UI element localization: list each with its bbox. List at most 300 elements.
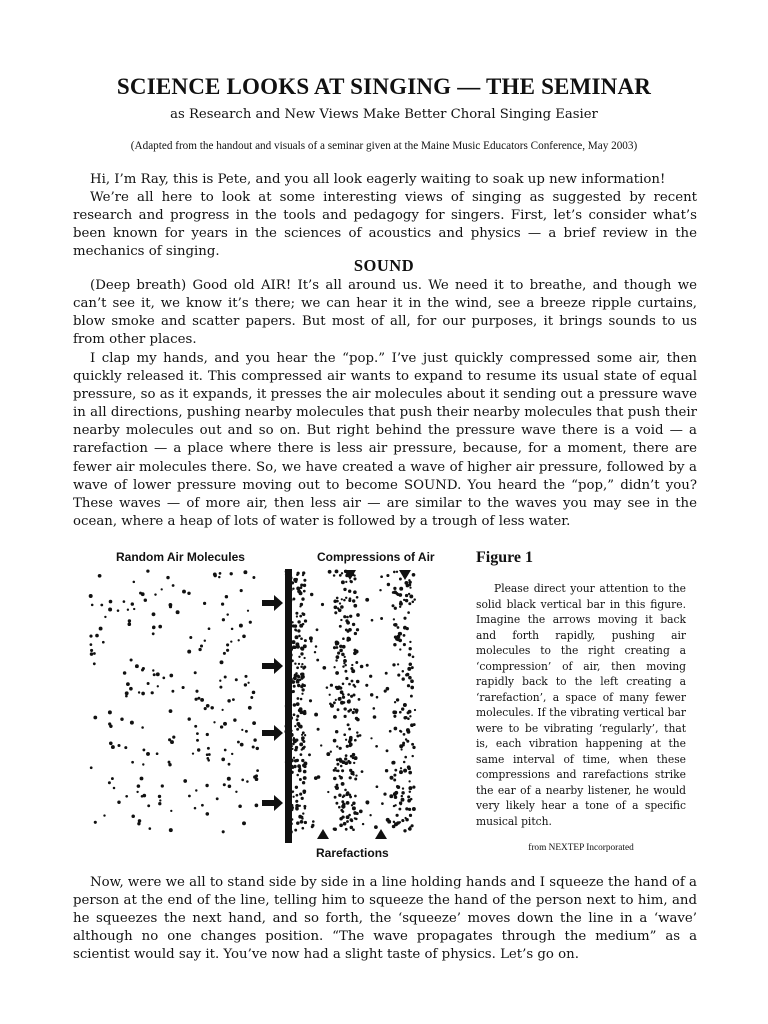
compressed-molecule-dot: [339, 602, 341, 604]
air-molecule-dot: [235, 791, 237, 793]
compressed-molecule-dot: [354, 756, 358, 760]
compressed-molecule-dot: [296, 574, 299, 577]
compressed-molecule-dot: [411, 824, 414, 827]
compressed-molecule-dot: [304, 734, 306, 736]
air-molecule-dot: [194, 671, 197, 674]
compressed-molecule-dot: [293, 739, 297, 743]
air-molecule-dot: [205, 784, 208, 787]
compressed-molecule-dot: [336, 597, 339, 600]
compressed-molecule-dot: [412, 746, 415, 749]
compressed-molecule-dot: [408, 808, 411, 811]
right-arrow-icon: [262, 595, 283, 611]
compressed-molecule-dot: [346, 791, 350, 795]
air-molecule-dot: [207, 747, 210, 750]
air-molecule-dot: [201, 804, 204, 807]
compressed-molecule-dot: [296, 774, 299, 777]
compressed-molecule-dot: [317, 775, 321, 779]
air-molecule-dot: [213, 721, 215, 723]
compressed-molecule-dot: [392, 604, 395, 607]
compressed-molecule-dot: [348, 590, 351, 593]
compressed-molecule-dot: [340, 605, 344, 609]
compressed-molecule-dot: [346, 815, 350, 819]
air-molecule-dot: [126, 682, 130, 686]
compressed-molecule-dot: [395, 637, 399, 641]
air-molecule-dot: [231, 628, 234, 631]
compressed-molecule-dot: [343, 794, 346, 797]
air-molecule-dot: [125, 795, 128, 798]
air-molecule-dot: [203, 602, 206, 605]
compressed-molecule-dot: [344, 707, 347, 710]
compressed-molecule-dot: [343, 659, 347, 663]
compressed-molecule-dot: [297, 684, 300, 687]
air-molecule-dot: [166, 576, 169, 579]
air-molecule-dot: [90, 766, 93, 769]
compressed-molecule-dot: [356, 613, 360, 617]
compressed-molecule-dot: [317, 728, 320, 731]
air-molecule-dot: [152, 626, 155, 629]
compressed-molecule-dot: [296, 645, 300, 649]
compressed-molecule-dot: [341, 815, 344, 818]
air-molecule-dot: [196, 739, 199, 742]
compressed-molecule-dot: [343, 701, 346, 704]
compressed-molecule-dot: [339, 649, 343, 653]
compressed-molecule-dot: [330, 684, 333, 687]
air-molecule-dot: [159, 799, 161, 801]
air-molecule-dot: [146, 752, 150, 756]
air-molecule-dot: [222, 618, 225, 621]
compressed-molecule-dot: [300, 637, 303, 640]
compressed-molecule-dot: [407, 667, 411, 671]
air-molecule-dot: [204, 707, 207, 710]
air-molecule-dot: [228, 763, 231, 766]
air-molecule-dot: [240, 743, 244, 747]
compressed-molecule-dot: [345, 739, 347, 741]
compressed-molecule-dot: [375, 745, 378, 748]
compressed-molecule-dot: [406, 728, 410, 732]
air-molecule-diagram: [88, 563, 428, 846]
air-molecule-dot: [195, 690, 198, 693]
air-molecule-dot: [149, 827, 152, 830]
compressed-molecule-dot: [297, 629, 300, 632]
right-arrow-icon: [262, 725, 283, 741]
compressed-molecule-dot: [303, 776, 307, 780]
air-molecule-dot: [224, 749, 227, 752]
compressed-molecule-dot: [412, 807, 416, 811]
air-molecule-dot: [168, 763, 171, 766]
compressed-molecule-dot: [296, 666, 299, 669]
air-molecule-dot: [136, 791, 138, 793]
compressed-molecule-dot: [314, 651, 316, 653]
compressed-molecule-dot: [400, 767, 402, 769]
compressed-molecule-dot: [414, 709, 416, 711]
compressed-molecule-dot: [393, 571, 396, 574]
intro-paragraph-1: Hi, I’m Ray, this is Pete, and you all look eagerly waiting to soak up new information!: [90, 172, 666, 187]
compressed-molecule-dot: [309, 636, 313, 640]
compressed-molecule-dot: [386, 574, 389, 577]
compressed-molecule-dot: [407, 611, 410, 614]
compressed-molecule-dot: [335, 730, 338, 733]
air-molecule-dot: [172, 584, 175, 587]
compressed-molecule-dot: [295, 746, 298, 749]
compressed-molecule-dot: [385, 672, 388, 675]
compressed-molecule-dot: [335, 659, 337, 661]
compressed-molecule-dot: [347, 700, 351, 704]
compressed-molecule-dot: [409, 790, 411, 792]
air-molecule-dot: [237, 741, 240, 744]
compressed-molecule-dot: [343, 822, 347, 826]
compressed-molecule-dot: [296, 821, 300, 825]
air-molecule-dot: [240, 589, 243, 592]
air-molecule-dot: [243, 570, 247, 574]
compressed-molecule-dot: [302, 747, 305, 750]
compressed-molecule-dot: [337, 652, 340, 655]
compressed-molecule-dot: [335, 671, 339, 675]
compressed-molecule-dot: [328, 570, 332, 574]
compressed-molecule-dot: [343, 662, 345, 664]
compressed-molecule-dot: [408, 653, 411, 656]
compressed-molecule-dot: [301, 647, 305, 651]
air-molecule-dot: [242, 821, 246, 825]
compressed-molecule-dot: [407, 684, 410, 687]
compressed-molecule-dot: [339, 687, 342, 690]
compressed-molecule-dot: [330, 751, 332, 753]
compressed-molecule-dot: [358, 698, 361, 701]
compressed-molecule-dot: [393, 643, 396, 646]
air-molecule-dot: [223, 652, 226, 655]
vibrating-vertical-bar: [285, 569, 292, 843]
figure-caption: Please direct your attention to the solid black vertical bar in this figure. Imagine the arrows moving it back and forth rapidly, pushing air molecules to the right creating a ‘compression’ of air, then moving rapidly back to the left creating a ‘rarefaction’, a space of many fewer molecules. If the vibrating vertical bar were to be vibrating ‘regularly’, that is, each vibration happening at the same interval of time, when these compressions and rarefactions strike the ear of a nearby listener, he would very likely hear a tone of a specific musical pitch.: [476, 582, 686, 828]
compressed-molecule-dot: [338, 608, 342, 612]
air-molecule-dot: [230, 640, 232, 642]
compressed-molecule-dot: [370, 737, 372, 739]
compressed-molecule-dot: [408, 593, 410, 595]
compressed-molecule-dot: [354, 795, 357, 798]
compressed-molecule-dot: [380, 617, 383, 620]
compressed-molecule-dot: [405, 594, 408, 597]
compressed-molecule-dot: [366, 801, 369, 804]
compressed-molecule-dot: [399, 648, 401, 650]
air-molecule-dot: [170, 810, 172, 812]
air-molecule-dot: [139, 592, 142, 595]
compressed-molecule-dot: [340, 809, 343, 812]
compressed-molecule-dot: [322, 666, 326, 670]
compressed-molecule-dot: [397, 626, 400, 629]
air-molecule-dot: [90, 649, 93, 652]
compressed-molecule-dot: [344, 715, 347, 718]
compressed-molecule-dot: [406, 627, 409, 630]
compressed-molecule-dot: [356, 596, 359, 599]
air-molecule-dot: [244, 675, 247, 678]
compressed-molecule-dot: [333, 600, 337, 604]
compressed-molecule-dot: [296, 615, 298, 617]
compressed-molecule-dot: [404, 716, 407, 719]
air-molecule-dot: [108, 608, 112, 612]
air-molecule-dot: [108, 710, 112, 714]
air-molecule-dot: [109, 724, 112, 727]
air-molecule-dot: [188, 717, 191, 720]
compressed-molecule-dot: [341, 653, 345, 657]
compressed-molecule-dot: [394, 623, 398, 627]
compressed-molecule-dot: [302, 812, 304, 814]
compressed-molecule-dot: [348, 761, 351, 764]
section-heading-sound: SOUND: [353, 256, 415, 275]
compressed-molecule-dot: [360, 665, 364, 669]
compressed-molecule-dot: [394, 727, 398, 731]
compressed-molecule-dot: [356, 661, 358, 663]
air-molecule-dot: [187, 592, 190, 595]
air-molecule-dot: [156, 672, 160, 676]
compressed-molecule-dot: [347, 693, 350, 696]
compressed-molecule-dot: [359, 734, 362, 737]
compressed-molecule-dot: [398, 639, 402, 643]
air-molecule-dot: [248, 706, 252, 710]
air-molecule-dot: [228, 785, 232, 789]
compressed-molecule-dot: [333, 574, 336, 577]
compressed-molecule-dot: [356, 731, 358, 733]
air-molecule-dot: [225, 595, 228, 598]
document-title: SCIENCE LOOKS AT SINGING — THE SEMINAR: [116, 74, 652, 99]
air-molecule-dot: [146, 569, 149, 572]
compressed-molecule-dot: [335, 786, 339, 790]
air-molecule-dot: [221, 758, 225, 762]
compressed-molecule-dot: [405, 738, 407, 740]
compressed-molecule-dot: [374, 825, 378, 829]
compressed-molecule-dot: [292, 690, 295, 693]
compressed-molecule-dot: [329, 694, 331, 696]
compressed-molecule-dot: [348, 728, 351, 731]
compressed-molecule-dot: [293, 713, 296, 716]
compressed-molecule-dot: [386, 749, 389, 752]
compressed-molecule-dot: [327, 791, 329, 793]
compressed-molecule-dot: [400, 730, 402, 732]
air-molecule-dot: [94, 821, 97, 824]
compressed-molecule-dot: [352, 623, 355, 626]
compressed-molecule-dot: [376, 785, 379, 788]
compressed-molecule-dot: [356, 628, 359, 631]
compressed-molecule-dot: [300, 666, 303, 669]
air-molecule-dot: [93, 716, 97, 720]
air-molecule-dot: [152, 612, 156, 616]
compressed-molecule-dot: [399, 602, 403, 606]
compressed-molecule-dot: [303, 590, 306, 593]
compressed-molecule-dot: [359, 810, 363, 814]
compressed-molecule-dot: [403, 634, 406, 637]
compressed-molecule-dot: [408, 676, 412, 680]
air-molecule-dot: [250, 696, 253, 699]
compressed-molecule-dot: [376, 696, 379, 699]
compressed-molecule-dot: [373, 715, 377, 719]
compressed-molecule-dot: [301, 738, 304, 741]
compressed-molecule-dot: [340, 619, 342, 621]
compressed-molecule-dot: [351, 680, 354, 683]
compressed-molecule-dot: [335, 569, 339, 573]
up-triangle-icon: [317, 829, 329, 839]
compressed-molecule-dot: [404, 581, 408, 585]
air-molecule-dot: [95, 634, 99, 638]
air-molecule-dot: [220, 660, 224, 664]
air-molecule-dot: [252, 576, 255, 579]
air-molecule-dot: [244, 683, 247, 686]
compressed-molecule-dot: [345, 828, 348, 831]
air-molecule-dot: [133, 608, 135, 610]
compressed-molecule-dot: [402, 670, 405, 673]
air-molecule-dot: [158, 625, 162, 629]
compressed-molecule-dot: [350, 755, 353, 758]
compressed-molecule-dot: [392, 710, 396, 714]
compressed-molecule-dot: [350, 826, 354, 830]
compressed-molecule-dot: [402, 677, 405, 680]
compressed-molecule-dot: [341, 782, 345, 786]
compressed-molecule-dot: [333, 666, 335, 668]
compressed-molecule-dot: [353, 811, 357, 815]
air-molecule-dot: [138, 819, 142, 823]
compressed-molecule-dot: [347, 637, 351, 641]
air-molecule-dot: [232, 698, 235, 701]
compressed-molecule-dot: [353, 590, 357, 594]
random-air-molecules: [89, 569, 259, 833]
air-molecule-dot: [140, 777, 144, 781]
compressed-molecule-dot: [292, 598, 295, 601]
compressed-molecule-dot: [300, 584, 303, 587]
air-molecule-dot: [255, 804, 259, 808]
air-molecule-dot: [141, 726, 144, 729]
compressed-molecule-dot: [407, 799, 411, 803]
compressed-molecule-dot: [342, 693, 345, 696]
compressed-molecule-dot: [355, 774, 357, 776]
air-molecule-dot: [226, 613, 228, 615]
air-molecule-dot: [98, 574, 102, 578]
air-molecule-dot: [117, 744, 120, 747]
compressed-molecule-dot: [403, 617, 406, 620]
figure-credit: from NEXTEP Incorporated: [528, 843, 634, 853]
compressed-molecule-dot: [393, 587, 396, 590]
air-molecule-dot: [123, 671, 127, 675]
compressed-molecule-dot: [399, 606, 401, 608]
compressed-molecule-dot: [300, 698, 303, 701]
compressed-molecule-dot: [299, 615, 302, 618]
figure-title: Figure 1: [476, 549, 534, 566]
compressed-molecule-dot: [336, 655, 340, 659]
compressed-molecule-dot: [393, 774, 396, 777]
air-molecule-dot: [252, 721, 256, 725]
air-molecule-dot: [194, 807, 197, 810]
compressed-molecule-dot: [333, 701, 336, 704]
compressed-molecule-dot: [408, 710, 412, 714]
compressed-molecule-dot: [295, 807, 299, 811]
air-molecule-dot: [125, 691, 129, 695]
compressed-molecule-dot: [372, 707, 375, 710]
compressed-molecule-dot: [346, 616, 349, 619]
air-molecule-dot: [218, 576, 220, 578]
compressed-molecule-dot: [356, 680, 360, 684]
air-molecule-dot: [206, 753, 209, 756]
air-molecule-dot: [161, 588, 163, 590]
compressed-molecule-dot: [396, 814, 399, 817]
air-molecule-dot: [128, 619, 131, 622]
air-molecule-dot: [113, 787, 116, 790]
compressed-molecule-dot: [296, 715, 299, 718]
air-molecule-dot: [249, 621, 252, 624]
air-molecule-dot: [93, 652, 96, 655]
compressed-molecule-dot: [354, 632, 357, 635]
compressed-molecule-dot: [409, 647, 412, 650]
compressed-molecule-dot: [335, 643, 338, 646]
compressed-molecule-dot: [343, 733, 346, 736]
air-molecule-dot: [138, 691, 140, 693]
compressed-molecule-dot: [403, 643, 406, 646]
air-molecule-dot: [172, 735, 175, 738]
air-molecule-dot: [89, 635, 92, 638]
air-molecule-dot: [194, 725, 197, 728]
compressed-molecule-dot: [337, 708, 340, 711]
compressed-molecule-dot: [379, 589, 381, 591]
compressed-molecule-dot: [333, 827, 336, 830]
compressed-molecule-dot: [312, 820, 315, 823]
air-molecule-dot: [195, 698, 198, 701]
compressed-molecule-dot: [300, 673, 303, 676]
air-molecule-dot: [127, 609, 129, 611]
compressed-molecule-dot: [338, 794, 341, 797]
air-molecule-dot: [245, 730, 248, 733]
compressed-molecule-dot: [339, 574, 342, 577]
compressed-molecule-dot: [412, 655, 415, 658]
compressed-molecule-dot: [369, 675, 372, 678]
compressed-molecule-dot: [301, 827, 304, 830]
air-molecule-dot: [198, 648, 201, 651]
compressed-molecule-dot: [413, 723, 416, 726]
compressed-molecule-dot: [410, 695, 413, 698]
compressed-molecule-dot: [409, 814, 412, 817]
compressed-molecule-dot: [302, 731, 305, 734]
compressed-molecule-dot: [402, 744, 405, 747]
compressed-molecule-dot: [350, 580, 353, 583]
compressed-molecule-dot: [301, 688, 304, 691]
compressed-molecule-dot: [300, 753, 303, 756]
compressed-molecule-dot: [401, 707, 404, 710]
compressed-molecule-dot: [299, 742, 303, 746]
compressed-molecule-dot: [343, 806, 345, 808]
compressed-molecule-dot: [338, 806, 341, 809]
compressed-molecule-dot: [303, 657, 305, 659]
compressed-molecule-dot: [316, 628, 319, 631]
air-molecule-dot: [130, 721, 134, 725]
compressed-molecule-dot: [403, 703, 407, 707]
compressed-molecule-dot: [339, 823, 343, 827]
air-molecule-dot: [252, 691, 256, 695]
air-molecule-dot: [197, 748, 200, 751]
compressed-molecule-dot: [335, 699, 337, 701]
air-molecule-dot: [256, 769, 259, 772]
compressed-molecule-dot: [397, 663, 399, 665]
compressed-molecule-dot: [345, 754, 348, 757]
compressed-molecule-dot: [294, 759, 297, 762]
compressed-molecule-dot: [343, 615, 346, 618]
right-arrow-icon: [262, 658, 283, 674]
air-molecule-dot: [204, 639, 206, 641]
compressed-molecule-dot: [339, 776, 343, 780]
air-molecule-dot: [103, 814, 105, 816]
compressed-molecule-dot: [293, 578, 297, 582]
compressed-molecule-dot: [309, 699, 312, 702]
sound-paragraph-1: (Deep breath) Good old AIR! It’s all around us. We need it to breathe, and though we can’t see it, we know it’s there; we can hear it in the wind, see a breeze ripple curtains, blow smoke and scatter papers. But most of all, for our purposes, it brings sounds to us from other places.: [73, 278, 697, 348]
air-molecule-dot: [153, 673, 156, 676]
compressed-molecule-dot: [354, 739, 357, 742]
compressed-molecule-dot: [394, 791, 398, 795]
compressed-molecule-dot: [344, 670, 347, 673]
compressed-molecule-dot: [362, 823, 364, 825]
compressed-molecule-dot: [411, 743, 414, 746]
air-molecule-dot: [223, 783, 226, 786]
